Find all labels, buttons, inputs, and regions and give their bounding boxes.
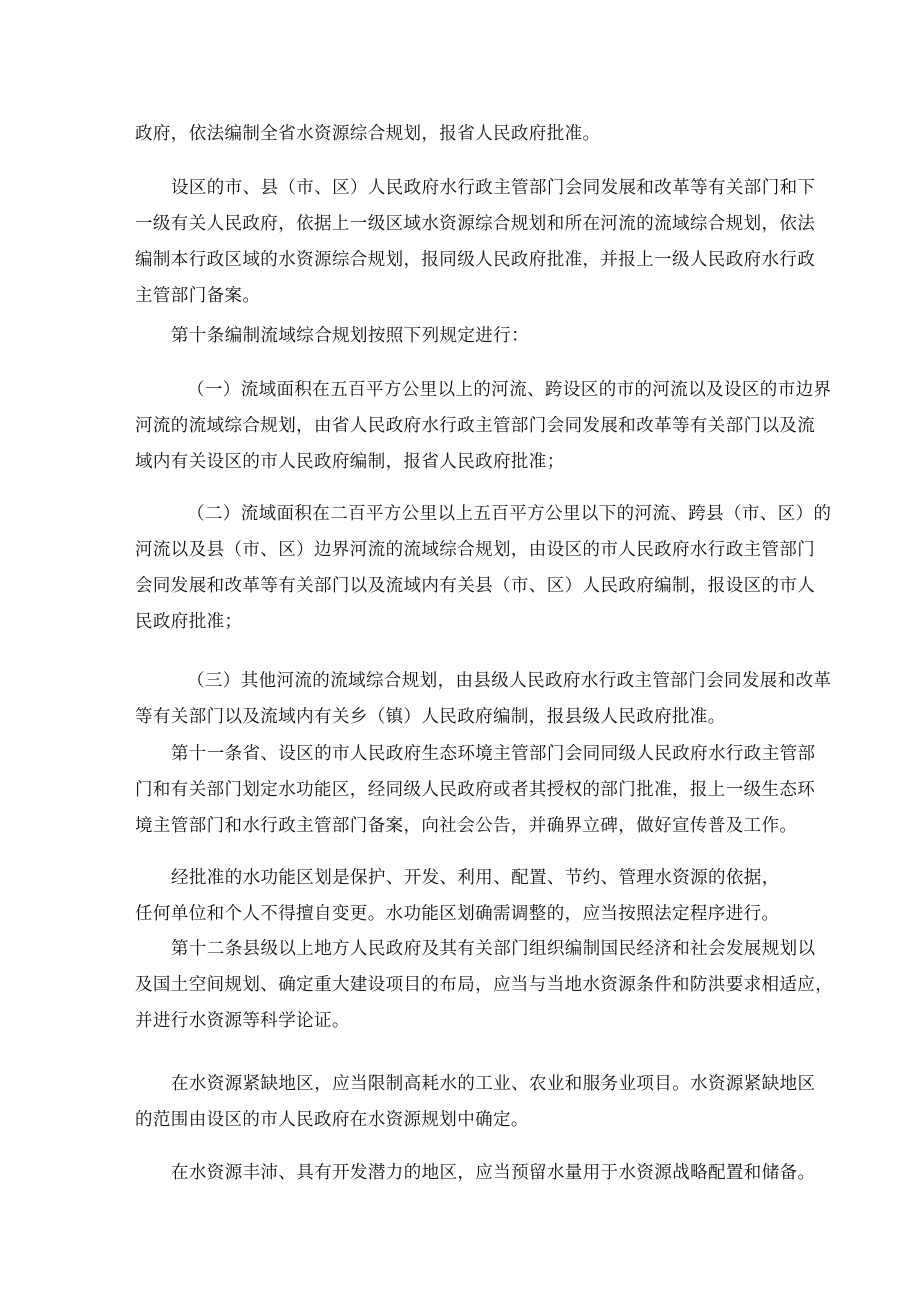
paragraph-7 (135, 736, 816, 844)
text-line: 门和有关部门划定水功能区，经同级人民政府或者其授权的部门批准，报上一级生态环 (135, 780, 816, 800)
text-line: 主管部门备案。 (135, 286, 261, 306)
text-line: 并进行水资源等科学论证。 (135, 1011, 350, 1031)
text-line: 编制本行政区域的水资源综合规划，报同级人民政府批准，并报上一级人民政府水行政 (135, 250, 816, 270)
text-line: 域内有关设区的市人民政府编制，报省人民政府批准； (135, 452, 565, 472)
text-line: 在水资源丰沛、具有开发潜力的地区，应当预留水量用于水资源战略配置和储备。 (171, 1163, 816, 1183)
text-line: 及国土空间规划、确定重大建设项目的布局，应当与当地水资源条件和防洪要求相适应， (135, 975, 834, 995)
text-line: （一）流域面积在五百平方公里以上的河流、跨设区的市的河流以及设区的市边界 (187, 380, 832, 400)
text-line: 在水资源紧缺地区，应当限制高耗水的工业、农业和服务业项目。水资源紧缺地区 (171, 1074, 816, 1094)
text-line: 一级有关人民政府，依据上一级区域水资源综合规划和所在河流的流域综合规划，依法 (135, 214, 816, 234)
text-line: 河流的流域综合规划，由省人民政府水行政主管部门会同发展和改革等有关部门以及流 (135, 416, 816, 436)
text-line: 的范围由设区的市人民政府在水资源规划中确定。 (135, 1110, 529, 1130)
text-line: （三）其他河流的流域综合规划，由县级人民政府水行政主管部门会同发展和改革 (187, 671, 832, 691)
text-line: 第十二条县级以上地方人民政府及其有关部门组织编制国民经济和社会发展规划以 (171, 939, 816, 959)
paragraph-8 (135, 860, 795, 932)
paragraph-9 (135, 931, 834, 1039)
text-line: 设区的市、县（市、区）人民政府水行政主管部门会同发展和改革等有关部门和下 (171, 178, 816, 198)
text-line: 政府，依法编制全省水资源综合规划，报省人民政府批准。 (135, 124, 601, 144)
text-line: （二）流域面积在二百平方公里以上五百平方公里以下的河流、跨县（市、区）的 (187, 504, 832, 524)
paragraph-1 (135, 116, 795, 152)
text-line: 等有关部门以及流域内有关乡（镇）人民政府编制，报县级人民政府批准。 (135, 707, 726, 727)
text-line: 经批准的水功能区划是保护、开发、利用、配置、节约、管理水资源的依据， (171, 868, 780, 888)
paragraph-10 (135, 1066, 816, 1138)
paragraph-3 (135, 318, 795, 354)
text-line: 第十条编制流域综合规划按照下列规定进行： (171, 326, 529, 346)
text-line: 民政府批准； (135, 612, 243, 632)
text-line: 河流以及县（市、区）边界河流的流域综合规划，由设区的市人民政府水行政主管部门 (135, 540, 816, 560)
paragraph-2 (135, 170, 816, 314)
paragraph-6 (135, 663, 832, 735)
text-line: 会同发展和改革等有关部门以及流域内有关县（市、区）人民政府编制，报设区的市人 (135, 576, 816, 596)
paragraph-5 (135, 496, 832, 640)
paragraph-4 (135, 372, 832, 480)
paragraph-11 (135, 1155, 816, 1191)
text-line: 境主管部门和水行政主管部门备案，向社会公告，并确界立碑，做好宣传普及工作。 (135, 816, 798, 836)
text-line: 第十一条省、设区的市人民政府生态环境主管部门会同同级人民政府水行政主管部 (171, 744, 816, 764)
text-line: 任何单位和个人不得擅自变更。水功能区划确需调整的，应当按照法定程序进行。 (135, 904, 780, 924)
